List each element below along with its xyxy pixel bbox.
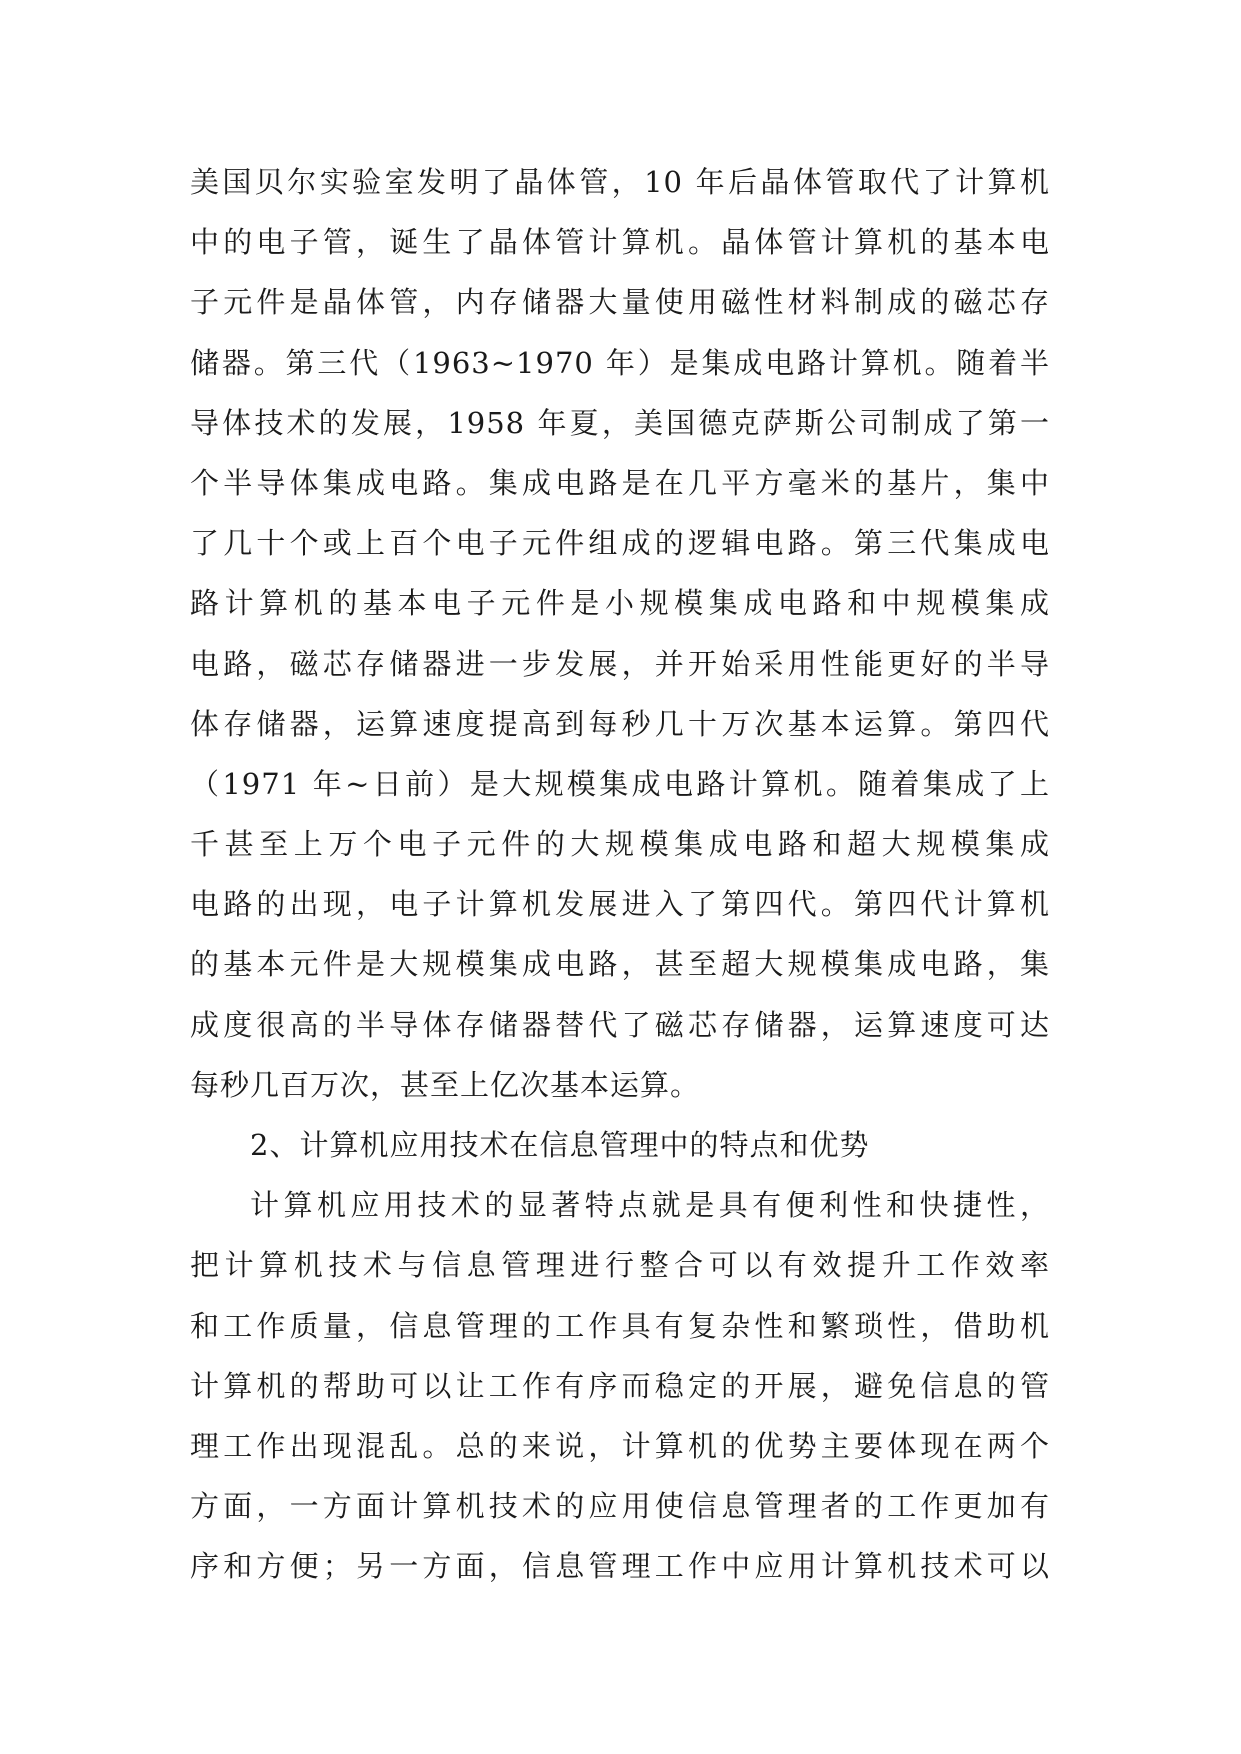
- text-line: 个半导体集成电路。集成电路是在几平方毫米的基片，集中: [190, 465, 1050, 500]
- text-line: 了几十个或上百个电子元件组成的逻辑电路。第三代集成电: [190, 526, 1050, 561]
- text-line: 方面，一方面计算机技术的应用使信息管理者的工作更加有: [190, 1489, 1050, 1524]
- text-line: 计算机应用技术的显著特点就是具有便利性和快捷性，: [250, 1188, 1050, 1223]
- text-line: 把计算机技术与信息管理进行整合可以有效提升工作效率: [190, 1248, 1050, 1283]
- text-line: 电路的出现，电子计算机发展进入了第四代。第四代计算机: [190, 887, 1050, 922]
- text-line: 千甚至上万个电子元件的大规模集成电路和超大规模集成: [190, 827, 1050, 862]
- text-line: 美国贝尔实验室发明了晶体管，10 年后晶体管取代了计算机: [190, 165, 1050, 199]
- text-line: 电路，磁芯存储器进一步发展，并开始采用性能更好的半导: [190, 646, 1050, 681]
- text-line: 每秒几百万次，甚至上亿次基本运算。: [190, 1067, 701, 1102]
- text-line: 子元件是晶体管，内存储器大量使用磁性材料制成的磁芯存: [190, 285, 1050, 320]
- body-text: [190, 163, 1050, 1608]
- text-line: 理工作出现混乱。总的来说，计算机的优势主要体现在两个: [190, 1428, 1050, 1463]
- paragraph-computer-generations: [190, 163, 1050, 1126]
- text-line: 储器。第三代（1963~1970 年）是集成电路计算机。随着半: [190, 345, 1050, 380]
- text-line: 体存储器，运算速度提高到每秒几十万次基本运算。第四代: [190, 706, 1050, 741]
- paragraph-features-advantages: [190, 1186, 1050, 1607]
- text-line: 成度很高的半导体存储器替代了磁芯存储器，运算速度可达: [190, 1007, 1050, 1042]
- text-line: 路计算机的基本电子元件是小规模集成电路和中规模集成: [190, 586, 1050, 621]
- text-line: 计算机的帮助可以让工作有序而稳定的开展，避免信息的管: [190, 1368, 1050, 1403]
- section-heading: 2、计算机应用技术在信息管理中的特点和优势: [250, 1128, 870, 1162]
- text-line: 和工作质量，信息管理的工作具有复杂性和繁琐性，借助机: [190, 1308, 1050, 1343]
- text-line: 序和方便；另一方面，信息管理工作中应用计算机技术可以: [190, 1549, 1050, 1584]
- text-line: 中的电子管，诞生了晶体管计算机。晶体管计算机的基本电: [190, 225, 1050, 260]
- text-line: 导体技术的发展，1958 年夏，美国德克萨斯公司制成了第一: [190, 405, 1050, 440]
- text-line: 的基本元件是大规模集成电路，甚至超大规模集成电路，集: [190, 947, 1050, 982]
- text-line: （1971 年~日前）是大规模集成电路计算机。随着集成了上: [190, 766, 1050, 801]
